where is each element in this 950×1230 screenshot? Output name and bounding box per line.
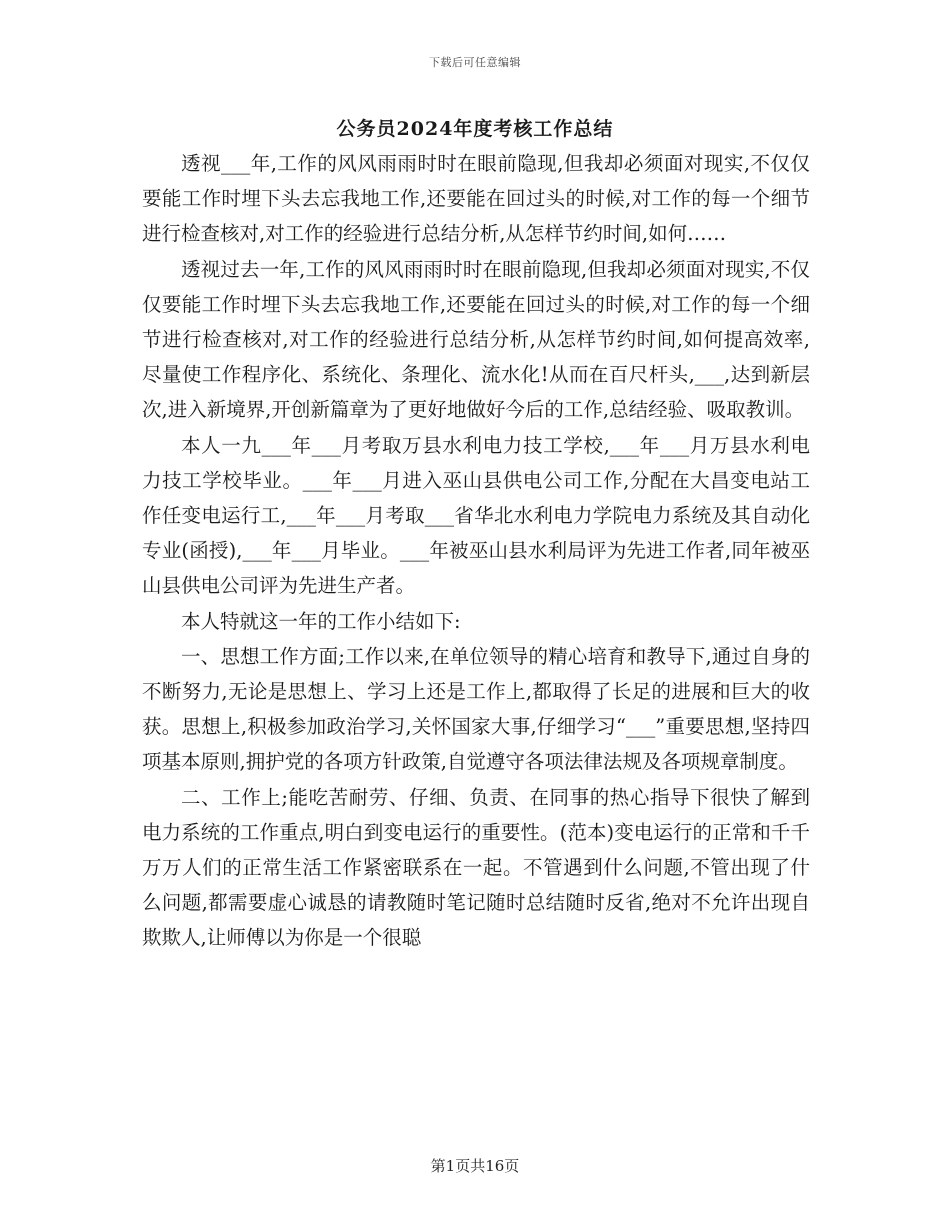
paragraph: 一、思想工作方面;工作以来,在单位领导的精心培育和教导下,通过自身的不断努力,无论是思想上、学习上还是工作上,都取得了长足的进展和巨大的收获。思想上,积极参加政治学习,关怀国家大事,仔细学习“___”重要思想,坚持四项基本原则,拥护党的各项方针政策,自觉遵守各项法律法规及各项规章制度。 xyxy=(142,644,810,774)
paragraph: 本人特就这一年的工作小结如下: xyxy=(181,609,461,633)
paragraph: 二、工作上;能吃苦耐劳、仔细、负责、在同事的热心指导下很快了解到电力系统的工作重点,明白到变电运行的重要性。(范本)变电运行的正常和千千万万人们的正常生活工作紧密联系在一起。不管遇到什么问题,不管出现了什么问题,都需要虚心诚恳的请教随时笔记随时总结随时反省,绝对不允许出现自欺欺人,让师傅以为你是一个很聪 xyxy=(142,785,810,950)
page-number: 第1页共16页 xyxy=(430,1157,520,1175)
header-note: 下载后可任意编辑 xyxy=(429,56,521,69)
document-body xyxy=(142,146,810,956)
paragraph: 本人一九___年___月考取万县水利电力技工学校,___年___月万县水利电力技工学校毕业。___年___月进入巫山县供电公司工作,分配在大昌变电站工作任变电运行工,___年___月考取___省华北水利电力学院电力系统及其自动化专业(函授),___年___月毕业。___年被巫山县水利局评为先进工作者,同年被巫山县供电公司评为先进生产者。 xyxy=(142,433,810,598)
paragraph: 透视过去一年,工作的风风雨雨时时在眼前隐现,但我却必须面对现实,不仅仅要能工作时埋下头去忘我地工作,还要能在回过头的时候,对工作的每一个细节进行检查核对,对工作的经验进行总结分析,从怎样节约时间,如何提高效率,尽量使工作程序化、系统化、条理化、流水化!从而在百尺杆头,___,达到新层次,进入新境界,开创新篇章为了更好地做好今后的工作,总结经验、吸取教训。 xyxy=(142,257,810,422)
paragraph: 透视___年,工作的风风雨雨时时在眼前隐现,但我却必须面对现实,不仅仅要能工作时埋下头去忘我地工作,还要能在回过头的时候,对工作的每一个细节进行检查核对,对工作的经验进行总结分析,从怎样节约时间,如何…… xyxy=(142,152,810,246)
document-title: 公务员2024年度考核工作总结 xyxy=(336,118,614,140)
